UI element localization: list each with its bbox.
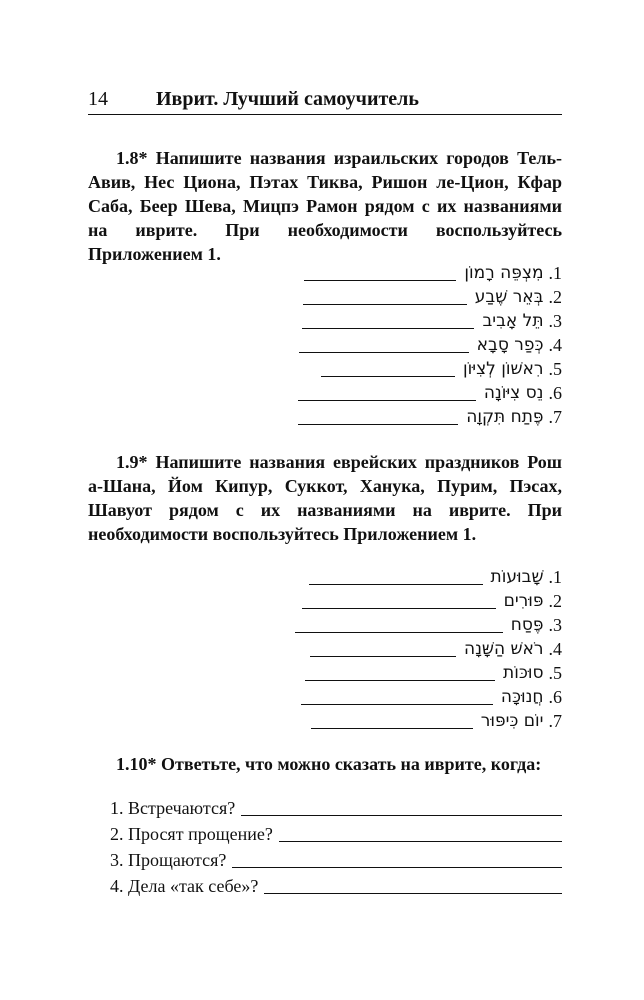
answer-blank[interactable] (279, 824, 562, 842)
answer-row (292, 589, 562, 613)
answer-row (292, 685, 562, 709)
answer-row (292, 637, 562, 661)
hebrew-word: חֲנוּכָּה (500, 687, 544, 707)
exercise-number: 1.8* (116, 148, 148, 168)
answer-blank[interactable] (304, 263, 456, 281)
hebrew-word: פֶּסַח (510, 615, 544, 635)
hebrew-word: רִאשׁוֹן לְצִיּוֹן (463, 359, 544, 379)
hebrew-word: תֵּל אָבִיב (482, 311, 544, 331)
answer-blank[interactable] (321, 359, 455, 377)
item-number: .2 (548, 287, 562, 307)
question-row (110, 796, 562, 820)
answer-blank[interactable] (311, 711, 473, 729)
answer-row (292, 285, 562, 309)
exercise-text: Напишите названия израильских городов Тель-Авив, Нес Циона, Пэтах Тиква, Ришон ле-Цион, Кфар Саба, Беер Шева, Мицпэ Рамон рядом с их названиями на иврите. При необходимости воспользуйтесь Приложением 1. (88, 148, 562, 264)
question-row (110, 822, 562, 846)
question-row (110, 874, 562, 898)
answer-blank[interactable] (298, 407, 458, 425)
item-number: .5 (548, 663, 562, 683)
hebrew-word: נֵס צִיּוֹנָה (483, 383, 544, 403)
answer-blank[interactable] (299, 335, 469, 353)
answer-row (292, 613, 562, 637)
answer-row (292, 709, 562, 733)
hebrew-word: בְּאֵר שֶׁבַע (474, 287, 544, 307)
answer-blank[interactable] (301, 687, 493, 705)
answer-blank[interactable] (302, 311, 474, 329)
item-number: .1 (548, 567, 562, 587)
item-number: .6 (548, 687, 562, 707)
item-number: .7 (548, 407, 562, 427)
item-number: .4 (548, 639, 562, 659)
answer-blank[interactable] (264, 876, 562, 894)
item-number: .5 (548, 359, 562, 379)
answer-row (292, 405, 562, 429)
exercise-number: 1.10* (116, 754, 157, 774)
exercise-number: 1.9* (116, 452, 148, 472)
exercise-1-8-instructions (88, 146, 562, 266)
item-number: .2 (548, 591, 562, 611)
answer-blank[interactable] (241, 798, 562, 816)
question-text: 4. Дела «так себе»? (110, 876, 259, 896)
book-title: Иврит. Лучший самоучитель (156, 88, 419, 110)
answer-blank[interactable] (305, 663, 495, 681)
question-text: 2. Просят прощение? (110, 824, 273, 844)
item-number: .6 (548, 383, 562, 403)
hebrew-word: יוֹם כִּיפּוּר (480, 711, 544, 731)
answer-row (292, 661, 562, 685)
hebrew-word: רֹאשׁ הַשָּׁנָה (464, 639, 544, 659)
hebrew-word: כְּפַר סָבָא (476, 335, 544, 355)
answer-row (292, 261, 562, 285)
answer-blank[interactable] (310, 639, 456, 657)
item-number: .7 (548, 711, 562, 731)
answer-blank[interactable] (232, 850, 562, 868)
answer-row (292, 357, 562, 381)
exercise-1-10-instructions (88, 752, 562, 776)
question-text: 3. Прощаются? (110, 850, 227, 870)
item-number: .1 (548, 263, 562, 283)
exercise-text: Ответьте, что можно сказать на иврите, когда: (161, 754, 542, 774)
hebrew-word: סוּכּוֹת (503, 663, 544, 683)
hebrew-word: שָׁבוּעוֹת (490, 567, 544, 587)
item-number: .3 (548, 615, 562, 635)
exercise-text: Напишите названия еврейских праздников Рош а-Шана, Йом Кипур, Суккот, Ханука, Пурим, Пэсах, Шавуот рядом с их названиями на иврите. При необходимости воспользуйтесь Приложением 1. (88, 452, 562, 544)
answer-row (292, 381, 562, 405)
answer-blank[interactable] (295, 615, 503, 633)
running-header (88, 84, 560, 114)
exercise-1-9-instructions (88, 450, 562, 546)
answer-blank[interactable] (303, 287, 467, 305)
answer-blank[interactable] (302, 591, 496, 609)
question-row (110, 848, 562, 872)
item-number: .4 (548, 335, 562, 355)
hebrew-word: מִצְפֵּה רָמוֹן (464, 263, 544, 283)
question-text: 1. Встречаются? (110, 798, 236, 818)
item-number: .3 (548, 311, 562, 331)
hebrew-word: פֶּתַח תִּקְוָה (466, 407, 544, 427)
hebrew-word: פּוּרִים (503, 591, 544, 611)
answer-row (292, 309, 562, 333)
page-number: 14 (88, 88, 108, 110)
answer-row (292, 565, 562, 589)
answer-blank[interactable] (298, 383, 476, 401)
answer-blank[interactable] (309, 567, 483, 585)
header-divider (88, 114, 562, 115)
answer-row (292, 333, 562, 357)
